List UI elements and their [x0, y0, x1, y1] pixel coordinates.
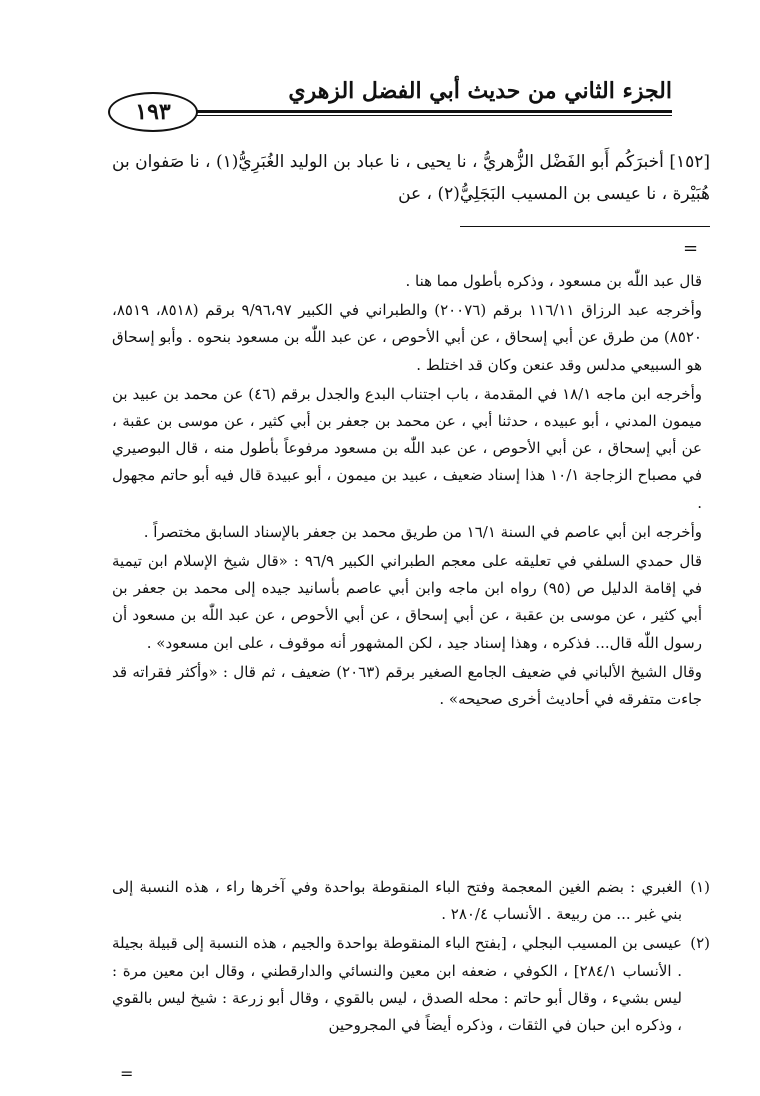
- continued-notes: [112, 268, 702, 715]
- footnote: [112, 874, 710, 928]
- note-paragraph: وأخرجه ابن أبي عاصم في السنة ١٦/١ من طريق محمد بن جعفر بالإسناد السابق مختصراً .: [143, 522, 702, 541]
- header-title: الجزء الثاني من حديث أبي الفضل الزهري: [288, 78, 672, 104]
- hadith-text: [١٥٢] أخبرَكُم أَبو الفَضْل الزُّهريُّ ، نا يحيى ، نا عباد بن الوليد الغُبَرِيُّ(١) ، نا صَفوان بن هُبَيْرة ، نا عيسى بن المسيب البَجَلِيُّ(٢) ، عن: [112, 152, 710, 204]
- footnote-text: الغبري : بضم الغين المعجمة وفتح الباء المنقوطة بواحدة وفي آخرها راء ، هذه النسبة إلى بني غبر ... من ربيعة . الأنساب ٢٨٠/٤ .: [112, 878, 682, 924]
- continuation-mark: =: [683, 238, 699, 259]
- note-paragraph: وقال الشيخ الألباني في ضعيف الجامع الصغير برقم (٢٠٦٣) ضعيف ، ثم قال : «وأكثر فقراته قد جاءت متفرقه في أحاديث أخرى صحيحه» .: [112, 662, 702, 709]
- footnote-separator: [460, 226, 710, 227]
- note-paragraph: وأخرجه ابن ماجه ١٨/١ في المقدمة ، باب اجتناب البدع والجدل برقم (٤٦) عن محمد بن عبيد بن ميمون المدني ، أبو عبيده ، حدثنا أبي ، عن محمد بن جعفر بن أبي كثير ، عن موسى بن عقبة ، عن أبي إسحاق ، عن أبي الأحوص ، عن عبد اللّٰه بن مسعود مرفوعاً بأطول منه ، قال البوصيري في مصباح الزجاجة ١٠/١ هذا إسناد ضعيف ، عبيد بن ميمون ، أبو عبيدة قال فيه أبو حاتم مجهول .: [112, 384, 703, 512]
- page-number: ١٩٣: [108, 92, 198, 132]
- note-paragraph: وأخرجه عبد الرزاق ١١٦/١١ برقم (٢٠٠٧٦) والطبراني في الكبير ٩/٩٦،٩٧ برقم (٨٥١٨، ٨٥١٩، ٨٥٢٠) من طرق عن أبي إسحاق ، عن أبي الأحوص ، عن عبد اللّٰه بن مسعود بنحوه . وأبو إسحاق هو السبيعي مدلس وقد عنعن وكان قد اختلط .: [112, 301, 703, 374]
- hadith-text-block: [112, 146, 710, 210]
- footnote-number: (٢): [690, 934, 710, 953]
- bottom-continuation-mark: =: [120, 1064, 134, 1083]
- note-paragraph: قال حمدي السلفي في تعليقه على معجم الطبراني الكبير ٩٦/٩ : «قال شيخ الإسلام ابن تيمية في إقامة الدليل ص (٩٥) رواه ابن ماجه وابن أبي عاصم بأسانيد جيده إلى محمد بن جعفر بن أبي كثير ، عن موسى بن عقبة ، عن أبي إسحاق ، عن أبي الأحوص ، عن عبد اللّٰه بن مسعود أن رسول اللّٰه قال... فذكره ، وهذا إسناد جيد ، لكن المشهور أنه موقوف ، على ابن مسعود» .: [112, 552, 702, 652]
- footnote: [112, 930, 710, 1039]
- footnotes: [112, 874, 710, 1039]
- footnote-text: عيسى بن المسيب البجلي ، [بفتح الباء المنقوطة بواحدة والجيم ، هذه النسبة إلى قبيلة بجيلة . الأنساب ٢٨٤/١] ، الكوفي ، ضعفه ابن معين والنسائي والدارقطني ، وقال ابن معين مرة : ليس بشيء ، وقال أبو حاتم : محله الصدق ، ليس بالقوي ، وقال أبو زرعة : شيخ ليس بالقوي ، وذكره ابن حبان في الثقات ، وذكره أيضاً في المجروحين: [112, 934, 682, 1035]
- note-paragraph: قال عبد اللّٰه بن مسعود ، وذكره بأطول مما هنا .: [405, 272, 702, 290]
- footnote-number: (١): [690, 878, 710, 896]
